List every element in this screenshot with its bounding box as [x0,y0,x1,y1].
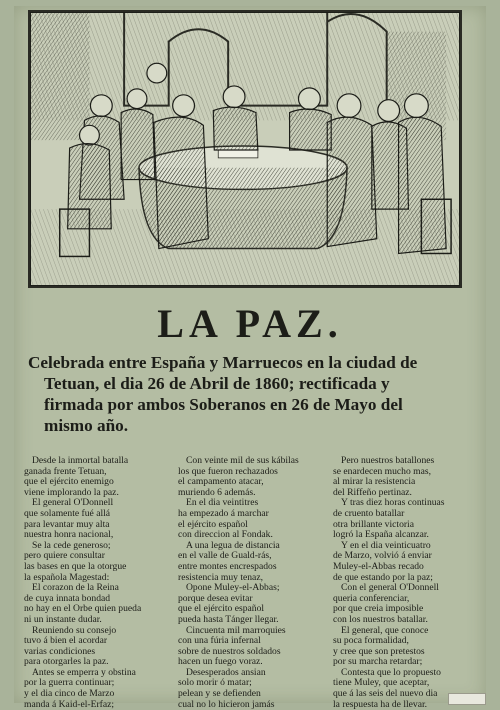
verse-line: Cincuenta mil marroquies [186,624,286,636]
verse-line: por su marcha retardar; [333,656,423,668]
verse-line: Pero nuestros batallones [341,455,435,466]
subtitle-line: Tetuan, el dia 26 de Abril de 1860; rectificada y [44,374,390,393]
verse-line: con direccion al Fondak. [178,529,273,541]
verse-line: Desde la inmortal batalla [32,455,129,466]
verse-line: por que creia imposible [333,603,424,615]
verse-line: tuvo á bien el acordar [24,635,108,647]
peace-negotiation-engraving-icon [30,12,460,286]
verse-line: el campamento atacar, [178,476,264,488]
verse-line: ha empezado á marchar [178,507,269,519]
verse-line: de Marzo, volvió á enviar [333,550,432,562]
subtitle-line: firmada por ambos Soberanos en 26 de Mayo del [44,395,403,414]
verse-line: nuestra honra nacional, [24,529,114,541]
verse-line: Con veinte mil de sus kábilas [186,455,299,466]
verse-line: la respuesta ha de llevar. [333,698,428,710]
verse-line: para levantar muy alta [24,518,110,530]
verse-line: se enardecen mucho mas, [333,465,432,477]
verse-line: Y tras diez horas continuas [341,497,445,509]
verse-line: su poca formalidad, [333,635,409,647]
verse-line: de cuya innata bondad [24,592,111,604]
verse-line: pero quiere consultar [24,550,105,562]
document-subtitle [28,352,468,436]
verse-line: queria conferenciar, [333,592,410,604]
archive-label-tag [448,693,486,705]
verse-line: A una legua de distancia [186,539,280,551]
subtitle-line: Celebrada entre España y Marruecos en la ciudad de [28,353,418,372]
verse-line: El general O'Donnell [32,497,114,509]
verse-line: que á las seis del nuevo dia [333,688,438,700]
verse-line: viene implorando la paz. [24,486,119,498]
verse-line: hacen un fuego voraz. [178,656,263,668]
verse-line: la española Magestad: [24,571,110,583]
document-title: LA PAZ. [157,301,343,346]
verse-line: Con el general O'Donnell [341,582,439,594]
verse-line: con los nuestros batallar. [333,613,428,625]
verse-line: muriendo 6 además. [178,486,256,498]
verse-line: no hay en el Orbe quien pueda [24,603,142,615]
verse-line: Desesperados ansian [186,666,266,678]
poem-column-1 [24,456,174,710]
verse-line: al mirar la resistencia [333,476,416,488]
verse-line: tiene Muley, que aceptar, [333,677,430,689]
verse-line: del Riffeño pertinaz. [333,486,412,498]
verse-line: Antes se emperra y obstina [32,666,136,678]
verse-line: las bases en que la otorgue [24,560,127,572]
verse-line: ni un instante dudar. [24,613,102,625]
verse-line: porque desea evitar [178,592,253,604]
verse-line: cual no lo hicieron jamás [178,698,275,710]
verse-line: resistencia muy tenaz, [178,571,263,583]
verse-line: logró la España alcanzar. [333,529,429,541]
verse-line: Opone Muley-el-Abbas; [186,582,280,594]
verse-line: y el dia cinco de Marzo [24,688,115,700]
verse-line: Muley-el-Abbas recado [333,560,424,572]
verse-line: ganada frente Tetuan, [24,465,107,477]
verse-line: en el valle de Guald-rás, [178,550,272,562]
verse-line: otra brillante victoria [333,518,414,530]
poem-column-2 [178,456,328,710]
verse-line: El corazon de la Reina [32,582,119,594]
verse-line: El general, que conoce [341,624,429,636]
engraving-illustration [28,10,462,288]
verse-line: Reuniendo su consejo [32,624,117,636]
verse-line: los que fueron rechazados [178,465,278,477]
verse-line: que solamente fué allá [24,507,111,519]
verse-line: pelean y se defienden [178,688,261,700]
verse-line: Y en el dia veinticuatro [341,539,431,551]
subtitle-line: mismo año. [44,416,129,435]
verse-line: que el ejército enemigo [24,476,114,488]
verse-line: En el dia veintitres [186,497,259,509]
verse-line: entre montes encrespados [178,560,277,572]
verse-line: por la guerra continuar; [24,677,115,689]
verse-line: de que estando por la paz; [333,571,433,583]
verse-line: y cree que son pretestos [333,645,425,657]
verse-line: Contesta que lo propuesto [341,666,441,678]
verse-line: de cruento batallar [333,507,405,519]
verse-line: pueda hasta Tánger llegar. [178,613,279,625]
verse-line: el ejército español [178,518,248,530]
verse-line: con una fúria infernal [178,635,261,647]
verse-line: que el ejército español [178,603,265,615]
verse-line: varias condiciones [24,645,96,657]
verse-line: manda á Kaid-el-Erfaz; [24,698,115,710]
verse-line: sobre de nuestros soldados [178,645,281,657]
verse-line: para otorgarles la paz. [24,656,109,668]
verse-line: Se la cede generoso; [32,539,111,551]
poem-column-3 [333,456,483,710]
verse-line: solo morir ó matar; [178,677,252,689]
